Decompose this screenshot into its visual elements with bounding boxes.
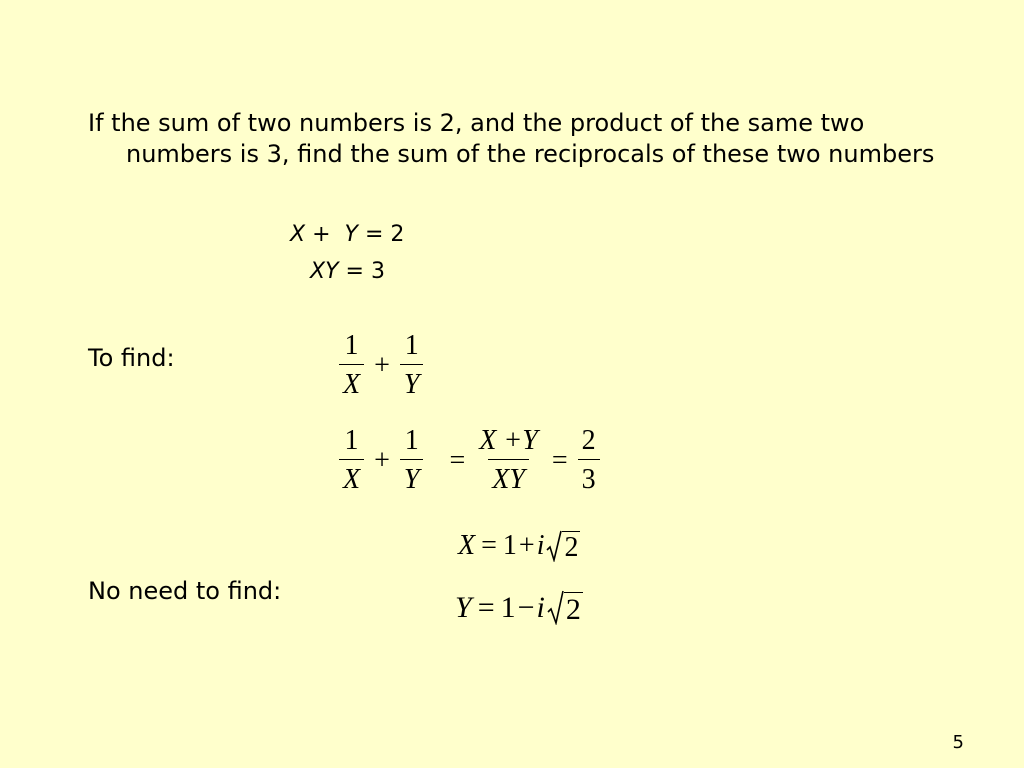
problem-statement: If the sum of two numbers is 2, and the product of the same two numbers is 3, find the sum of the reciprocals of these two numbers	[88, 109, 935, 168]
numerator: 1	[344, 425, 359, 456]
equals-value: = 2	[364, 222, 405, 247]
fraction-sum-over-product	[475, 427, 542, 494]
square-root	[547, 590, 583, 625]
denominator: X	[339, 459, 364, 494]
fraction-one-over-x	[339, 332, 364, 399]
denominator: Y	[400, 364, 424, 399]
numerator: 1	[344, 330, 359, 361]
no-need-label: No need to find:	[88, 577, 282, 605]
imaginary-unit: i	[536, 590, 545, 624]
fraction-one-over-y	[400, 427, 424, 494]
constant-one: 1	[500, 590, 516, 624]
denominator: 3	[578, 459, 600, 494]
equals-sign: =	[449, 444, 466, 476]
numerator: 1	[404, 425, 419, 456]
denominator: X	[339, 364, 364, 399]
imaginary-unit: i	[536, 530, 545, 561]
numerator: 1	[404, 330, 419, 361]
y-solution	[455, 590, 583, 625]
radicand: 2	[565, 593, 581, 626]
numerator: 2	[581, 425, 596, 456]
equals-value: = 3	[345, 259, 385, 284]
to-find-label: To find:	[88, 344, 175, 372]
plus-sign: +	[374, 444, 390, 476]
equals-sign: =	[481, 530, 497, 561]
denominator: XY	[488, 459, 529, 494]
var-x: X	[458, 530, 476, 561]
derivation-expression	[335, 427, 604, 494]
given-equation-product	[310, 259, 385, 284]
fraction-result	[578, 427, 600, 494]
minus-sign: −	[517, 590, 535, 624]
radicand: 2	[564, 532, 579, 563]
equals-sign: =	[477, 590, 495, 624]
var-y: Y	[344, 222, 358, 247]
numerator: X +Y	[479, 425, 538, 456]
page-number: 5	[952, 732, 964, 753]
var-x: X	[290, 222, 306, 247]
equals-sign: =	[551, 444, 568, 476]
var-xy: XY	[310, 259, 339, 284]
radical-sign-icon	[546, 530, 562, 562]
var-y: Y	[455, 590, 472, 624]
constant-one: 1	[502, 530, 517, 561]
to-find-expression	[335, 332, 427, 399]
square-root	[546, 530, 580, 562]
fraction-one-over-x	[339, 427, 364, 494]
x-solution	[458, 530, 580, 562]
plus-sign: +	[312, 222, 331, 247]
radical-sign-icon	[547, 590, 564, 625]
fraction-one-over-y	[400, 332, 424, 399]
given-equation-sum	[290, 222, 404, 247]
plus-sign: +	[518, 530, 535, 561]
plus-sign: +	[374, 349, 390, 381]
denominator: Y	[400, 459, 424, 494]
